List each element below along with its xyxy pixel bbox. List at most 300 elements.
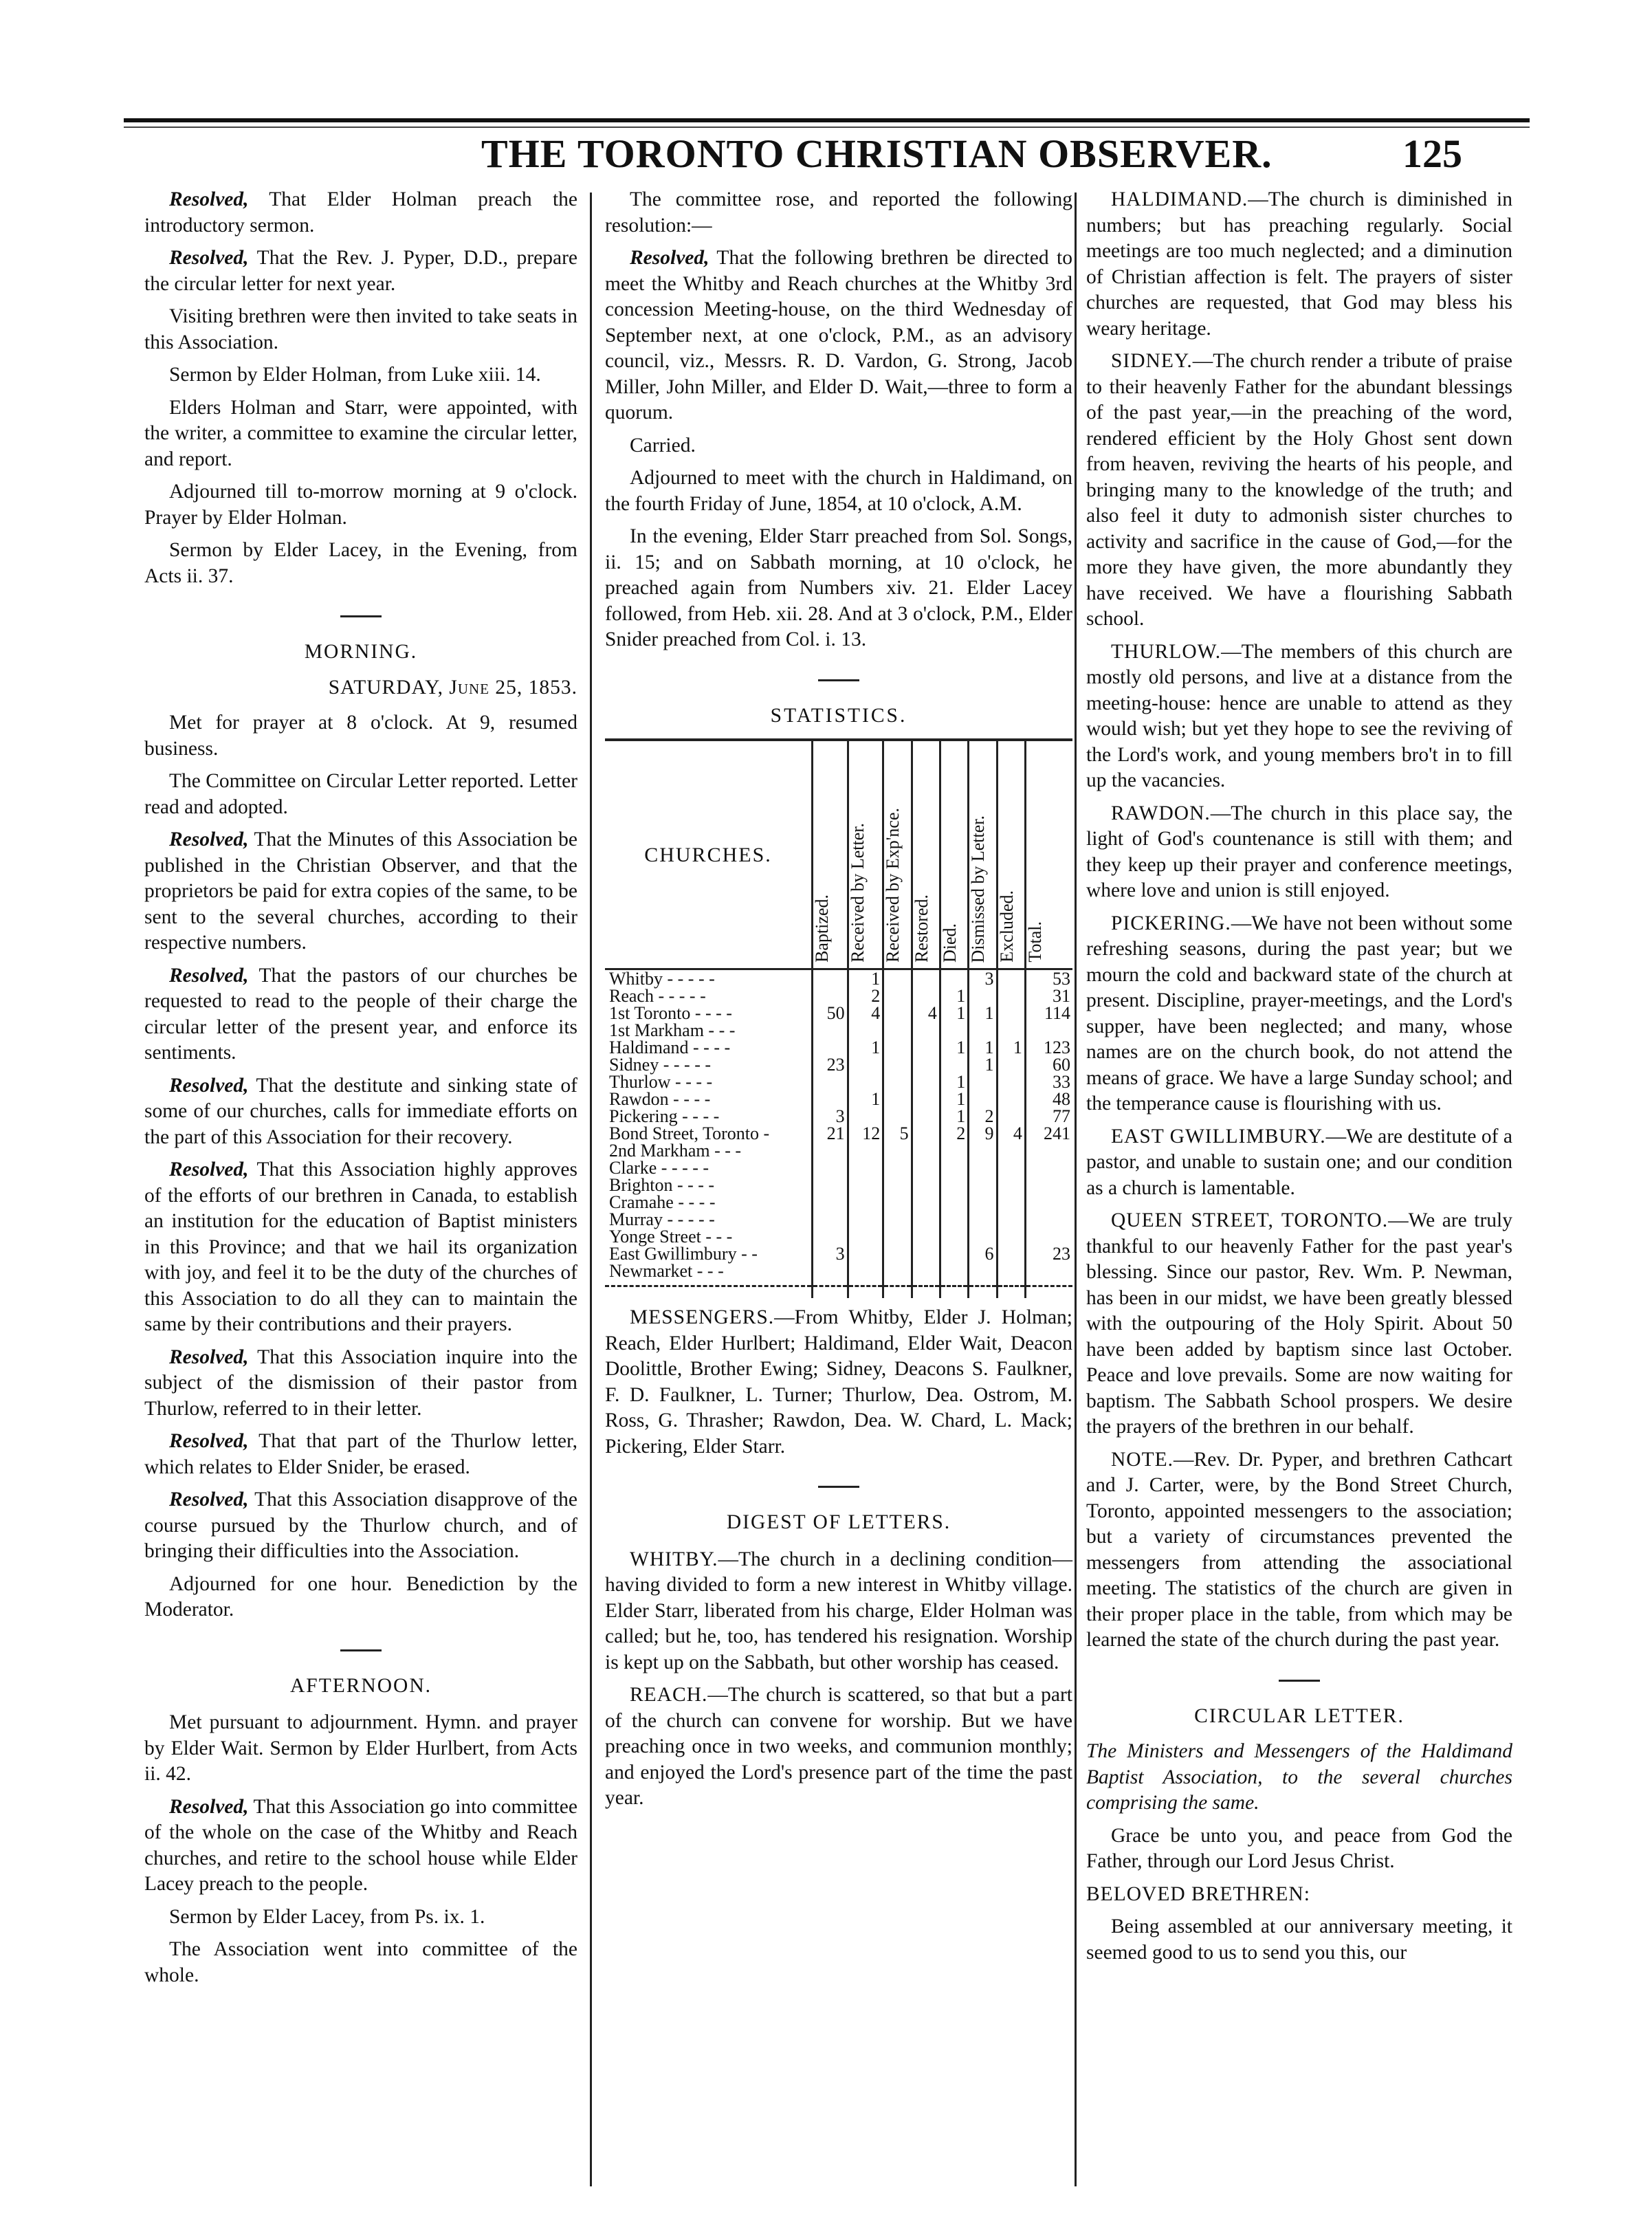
paragraph-text: Sermon by Elder Holman, from Luke xiii. 14.	[169, 364, 541, 386]
paragraph	[144, 827, 577, 956]
paragraph-text: That Elder Holman preach the introductory sermon.	[144, 188, 577, 237]
table-row	[605, 1211, 1072, 1228]
table-cell	[848, 1211, 883, 1228]
paragraph	[605, 433, 1072, 459]
table-row	[605, 1108, 1072, 1125]
table-cell: 9	[969, 1125, 997, 1142]
paragraph	[144, 963, 577, 1066]
table-row	[605, 1142, 1072, 1159]
paragraph-lead: Resolved,	[169, 247, 249, 269]
statistics-column-label: Dismissed by Letter.	[968, 815, 989, 963]
statistics-column-label: Excluded.	[996, 890, 1017, 963]
table-footer-cell	[912, 1286, 940, 1299]
paragraph	[144, 769, 577, 820]
statistics-column-label: Received by Letter.	[847, 823, 868, 963]
section-rule	[340, 615, 382, 617]
statistics-body	[605, 969, 1072, 1286]
paragraph-text: —The members of this church are mostly old persons, and live at a distance from the meeting-house: hence are unable to attend as they would wish; but yet they hope to see the reviving of the Lord's work, and young members bro't in to fill up the vacancies.	[1086, 640, 1512, 791]
table-row	[605, 1073, 1072, 1090]
table-cell	[969, 1211, 997, 1228]
messengers-lead: MESSENGERS.	[630, 1306, 775, 1328]
table-cell	[997, 1159, 1025, 1176]
statistics-column-header	[883, 740, 912, 969]
table-cell	[848, 1073, 883, 1090]
table-cell: 1	[940, 1039, 968, 1056]
table-cell: 1	[848, 1090, 883, 1108]
paragraph-lead: Resolved,	[169, 1346, 249, 1368]
table-cell	[883, 1056, 912, 1073]
table-cell: 4	[997, 1125, 1025, 1142]
church-name: Brighton - - - -	[609, 1175, 715, 1195]
section-rule	[818, 1486, 859, 1488]
table-cell	[940, 1159, 968, 1176]
paragraph-text: Sermon by Elder Lacey, from Ps. ix. 1.	[169, 1905, 485, 1928]
table-cell	[883, 1245, 912, 1262]
statistics-table-block	[605, 703, 1072, 1299]
table-cell	[848, 1108, 883, 1125]
table-cell	[1025, 1262, 1072, 1286]
paragraph	[144, 245, 577, 297]
table-cell	[912, 969, 940, 988]
paragraph-text: Met pursuant to adjournment. Hymn. and prayer by Elder Wait. Sermon by Elder Hurlbert, from Acts ii. 42.	[144, 1711, 577, 1785]
table-cell	[912, 1108, 940, 1125]
paragraph	[144, 304, 577, 355]
paragraph-lead: Resolved,	[169, 1159, 249, 1181]
table-cell	[997, 1090, 1025, 1108]
masthead-rule	[124, 118, 1530, 122]
paragraph	[1086, 1447, 1512, 1654]
table-footer-cell	[605, 1286, 813, 1299]
paragraph-text: That this Association inquire into the subject of the dismission of their pastor from Thurlow, referred to in their letter.	[144, 1346, 577, 1420]
paragraph-lead: Resolved,	[169, 964, 249, 987]
table-cell	[848, 1056, 883, 1073]
statistics-column-header	[997, 740, 1025, 969]
table-cell	[940, 1142, 968, 1159]
paragraph	[144, 479, 577, 531]
table-cell	[997, 969, 1025, 988]
table-cell: 1	[940, 1004, 968, 1022]
table-cell	[997, 1176, 1025, 1194]
paragraph-text: That this Association disapprove of the course pursued by the Thurlow church, and of bringing their difficulties into the Association.	[144, 1489, 577, 1562]
column-divider	[1075, 193, 1077, 2186]
table-cell	[997, 1262, 1025, 1286]
morning-date: SATURDAY, June 25, 1853.	[328, 676, 577, 699]
table-footer-cell	[969, 1286, 997, 1299]
table-cell: 23	[813, 1056, 848, 1073]
table-cell	[940, 1211, 968, 1228]
church-name: Bond Street, Toronto -	[609, 1123, 770, 1143]
church-name: 1st Toronto - - - -	[609, 1003, 732, 1023]
table-cell	[912, 1039, 940, 1056]
table-cell	[848, 1194, 883, 1211]
paragraph	[144, 1572, 577, 1623]
table-cell	[912, 1211, 940, 1228]
table-cell	[940, 1176, 968, 1194]
table-cell	[997, 987, 1025, 1004]
table-cell	[813, 1142, 848, 1159]
table-cell	[813, 1022, 848, 1039]
table-cell	[813, 1090, 848, 1108]
table-cell: 241	[1025, 1125, 1072, 1142]
table-cell	[813, 1262, 848, 1286]
paragraph	[1086, 187, 1512, 342]
table-cell: 21	[813, 1125, 848, 1142]
paragraph-lead: HALDIMAND.	[1111, 188, 1248, 210]
paragraph-text: Carried.	[630, 434, 696, 457]
paragraph-text: In the evening, Elder Starr preached from Sol. Songs, ii. 15; and on Sabbath morning, at 10 o'clock, he preached again from Numbers xiv. 21. Elder Lacey followed, from Heb. xii. 28. And at 3 o'clock, P.M., Elder Snider preached from Col. i. 13.	[605, 525, 1072, 650]
paragraph	[144, 187, 577, 239]
table-cell	[969, 1262, 997, 1286]
table-cell: 4	[912, 1004, 940, 1022]
afternoon-heading: AFTERNOON.	[289, 1674, 432, 1697]
table-cell	[848, 1245, 883, 1262]
table-row	[605, 1245, 1072, 1262]
table-cell	[883, 1176, 912, 1194]
paragraph	[605, 187, 1072, 239]
section-rule	[1279, 1680, 1320, 1682]
col1-morning-paragraphs	[144, 710, 577, 1623]
table-cell: 123	[1025, 1039, 1072, 1056]
table-cell	[848, 1262, 883, 1286]
table-cell	[813, 1073, 848, 1090]
table-cell: 33	[1025, 1073, 1072, 1090]
paragraph-lead: EAST GWILLIMBURY.	[1111, 1125, 1326, 1148]
table-cell: 6	[969, 1245, 997, 1262]
table-cell: 31	[1025, 987, 1072, 1004]
col2-digest-paragraphs	[605, 1547, 1072, 1812]
paragraph-lead: SIDNEY.	[1111, 350, 1193, 372]
table-cell: 1	[940, 1108, 968, 1125]
statistics-footer	[605, 1286, 1072, 1299]
table-cell: 12	[848, 1125, 883, 1142]
paragraph-text: —The church render a tribute of praise to their heavenly Father for the abundant blessings of the past year,—in the preaching of the word, rendered efficient by the Holy Ghost sent down from heaven, reviving the hearts of his people, and bringing many to the knowledge of the truth; and also feel it duty to admonish sister churches to activity and sacrifice in the cause of God,—for the more they have given, the more abundantly they have received. We have a flourishing Sabbath school.	[1086, 350, 1512, 630]
table-cell	[883, 1073, 912, 1090]
table-cell	[940, 969, 968, 988]
section-rule	[818, 679, 859, 681]
statistics-column-header	[1025, 740, 1072, 969]
table-footer-cell	[848, 1286, 883, 1299]
statistics-column-label: Baptized.	[812, 894, 832, 963]
table-cell: 3	[813, 1108, 848, 1125]
church-name: Pickering - - - -	[609, 1106, 720, 1126]
table-cell	[997, 1245, 1025, 1262]
col1-afternoon-paragraphs	[144, 1710, 577, 1988]
table-row	[605, 1125, 1072, 1142]
table-cell	[813, 1228, 848, 1245]
col1-paragraphs	[144, 187, 577, 589]
messengers-paragraph	[605, 1305, 1072, 1460]
church-name: Cramahe - - - -	[609, 1192, 716, 1212]
statistics-column-label: Total.	[1024, 921, 1045, 963]
table-cell: 1	[940, 987, 968, 1004]
table-cell: 1	[997, 1039, 1025, 1056]
table-cell	[883, 1211, 912, 1228]
table-cell	[813, 1176, 848, 1194]
table-cell	[940, 1245, 968, 1262]
table-cell	[813, 1159, 848, 1176]
paragraph-text: Visiting brethren were then invited to take seats in this Association.	[144, 305, 577, 353]
paragraph-text: Adjourned for one hour. Benediction by the Moderator.	[144, 1572, 577, 1621]
statistics-column-label: Received by Exp'nce.	[883, 808, 903, 963]
paragraph	[144, 710, 577, 762]
col3-paragraphs	[1086, 187, 1512, 1654]
table-cell	[1025, 1022, 1072, 1039]
table-cell	[997, 1228, 1025, 1245]
table-cell	[813, 1211, 848, 1228]
table-cell	[912, 1262, 940, 1286]
paragraph	[605, 1682, 1072, 1812]
paragraph-text: Elders Holman and Starr, were appointed, with the writer, a committee to examine the circular letter, and report.	[144, 396, 577, 470]
table-cell	[997, 1056, 1025, 1073]
church-name: Whitby - - - - -	[609, 969, 715, 989]
paragraph-text: That the pastors of our churches be requested to read to the people of their charge the circular letter of the present year, and enforce its sentiments.	[144, 964, 577, 1064]
paragraph-text: Met for prayer at 8 o'clock. At 9, resumed business.	[144, 712, 577, 760]
table-cell: 1	[969, 1056, 997, 1073]
table-cell	[883, 1022, 912, 1039]
table-cell	[912, 1142, 940, 1159]
table-cell: 1	[969, 1039, 997, 1056]
table-cell: 3	[969, 969, 997, 988]
table-cell	[883, 1228, 912, 1245]
paragraph	[144, 1073, 577, 1151]
table-cell	[813, 1039, 848, 1056]
statistics-title: STATISTICS.	[770, 704, 907, 727]
table-cell: 1	[940, 1090, 968, 1108]
table-cell	[940, 1056, 968, 1073]
table-cell	[883, 1159, 912, 1176]
church-name: East Gwillimbury - -	[609, 1244, 758, 1264]
table-cell: 48	[1025, 1090, 1072, 1108]
paragraph-text: That this Association highly approves of the efforts of our brethren in Canada, to establish an institution for the education of Baptist ministers in this Province; and that we hail its organization with joy, and feel it to be the duty of the churches of this Association to do all they can to maintain the same by their contributions and their prayers.	[144, 1159, 577, 1335]
circular-first-line: Being assembled at our anniversary meeting, it seemed good to us to send you this, our	[1086, 1915, 1512, 1964]
table-cell	[969, 1176, 997, 1194]
table-row	[605, 1176, 1072, 1194]
table-row	[605, 1194, 1072, 1211]
table-cell	[813, 969, 848, 988]
table-cell: 1	[940, 1073, 968, 1090]
paragraph-lead: Resolved,	[169, 188, 249, 210]
table-cell: 5	[883, 1125, 912, 1142]
paragraph-lead: PICKERING.	[1111, 912, 1231, 934]
table-cell	[912, 1194, 940, 1211]
col2-paragraphs	[605, 187, 1072, 653]
table-cell	[883, 1194, 912, 1211]
table-cell	[848, 1176, 883, 1194]
paragraph	[1086, 639, 1512, 794]
church-name: Newmarket - - -	[609, 1261, 724, 1281]
statistics-column-header	[912, 740, 940, 969]
paragraph	[144, 395, 577, 473]
church-name: Sidney - - - - -	[609, 1055, 712, 1075]
paragraph	[144, 1345, 577, 1423]
table-cell	[912, 1159, 940, 1176]
statistics-column-header	[813, 740, 848, 969]
paragraph-lead: THURLOW.	[1111, 640, 1222, 663]
table-cell	[883, 1108, 912, 1125]
table-cell	[997, 1211, 1025, 1228]
table-cell	[912, 1176, 940, 1194]
table-cell	[997, 1142, 1025, 1159]
table-cell	[1025, 1228, 1072, 1245]
paragraph-lead: Resolved,	[169, 1430, 249, 1452]
table-cell	[848, 1159, 883, 1176]
table-footer-cell	[813, 1286, 848, 1299]
table-cell	[848, 1142, 883, 1159]
page-title: THE TORONTO CHRISTIAN OBSERVER.	[481, 131, 1273, 176]
church-name: 1st Markham - - -	[609, 1020, 736, 1040]
circular-heading: CIRCULAR LETTER.	[1194, 1704, 1405, 1727]
table-row	[605, 1004, 1072, 1022]
paragraph-text: That this Association go into committee of the whole on the case of the Whitby and Reach churches, and retire to the school house while Elder Lacey preach to the people.	[144, 1795, 577, 1895]
table-footer-cell	[1025, 1286, 1072, 1299]
table-cell	[969, 987, 997, 1004]
paragraph-lead: Resolved,	[169, 1489, 249, 1511]
paragraph-text: —We have not been without some refreshing seasons, during the past year; but we mourn the cold and backward state of the church at present. Discipline, prayer-meetings, and the Lord's supper, have been neglected; and many, whose names are on the church book, do not attend the means of grace. We have a large Sunday school; and the temperance cause is flourishing with us.	[1086, 912, 1512, 1114]
statistics-column-label: Restored.	[911, 894, 932, 963]
table-cell	[997, 1022, 1025, 1039]
paragraph-text: —Rev. Dr. Pyper, and brethren Cathcart and J. Carter, were, by the Bond Street Church, Toronto, appointed messengers to the association; but a variety of circumstances prevented the messengers from attending the associational meeting. The statistics of the church are given in their proper place in the table, from which may be learned the state of the church during the past year.	[1086, 1448, 1512, 1651]
church-name: Haldimand - - - -	[609, 1037, 731, 1057]
paragraph-text: That the following brethren be directed to meet the Whitby and Reach churches at the Whitby 3rd concession Meeting-house, on the third Wednesday of September next, at one o'clock, P.M., as an advisory council, viz., Messrs. R. D. Vardon, G. Strong, Jacob Miller, John Miller, and Elder D. Wait,—three to form a quorum.	[605, 247, 1072, 424]
statistics-header-row	[605, 740, 1072, 969]
paragraph	[144, 362, 577, 388]
table-cell: 60	[1025, 1056, 1072, 1073]
table-cell: 3	[813, 1245, 848, 1262]
statistics-column-header	[940, 740, 968, 969]
paragraph-text: Adjourned till to-morrow morning at 9 o'clock. Prayer by Elder Holman.	[144, 481, 577, 529]
paragraph-lead: WHITBY.	[630, 1548, 718, 1570]
table-cell: 2	[848, 987, 883, 1004]
table-row	[605, 1159, 1072, 1176]
table-cell	[883, 1142, 912, 1159]
table-cell	[912, 1022, 940, 1039]
paragraph-text: Adjourned to meet with the church in Haldimand, on the fourth Friday of June, 1854, at 10 o'clock, A.M.	[605, 467, 1072, 515]
table-cell	[969, 1022, 997, 1039]
paragraph	[1086, 349, 1512, 633]
table-cell: 1	[848, 969, 883, 988]
table-cell	[813, 987, 848, 1004]
paragraph-text: That the Rev. J. Pyper, D.D., prepare the circular letter for next year.	[144, 247, 577, 295]
column-divider	[590, 193, 592, 2186]
statistics-column-label: Died.	[939, 923, 960, 963]
paragraph-text: —The church in this place say, the light of God's countenance is still with them; and they keep up their prayer and conference meetings, where love and union is still enjoyed.	[1086, 802, 1512, 901]
table-cell	[1025, 1211, 1072, 1228]
statistics-column-header	[848, 740, 883, 969]
table-cell	[883, 1090, 912, 1108]
page-number: 125	[1402, 131, 1462, 176]
table-row	[605, 1262, 1072, 1286]
table-row	[605, 1039, 1072, 1056]
churches-header: CHURCHES.	[644, 843, 772, 866]
paragraph	[1086, 1208, 1512, 1440]
paragraph-text: That the Minutes of this Association be published in the Christian Observer, and that the proprietors be paid for extra copies of the same, to be sent to the several churches, according to their respective numbers.	[144, 828, 577, 954]
table-cell: 50	[813, 1004, 848, 1022]
paragraph	[605, 245, 1072, 426]
table-cell	[969, 1159, 997, 1176]
paragraph	[144, 1157, 577, 1338]
table-row	[605, 1022, 1072, 1039]
table-cell	[969, 1194, 997, 1211]
church-name: Murray - - - - -	[609, 1209, 715, 1229]
masthead-rule-thin	[124, 127, 1530, 128]
circular-salutation: BELOVED BRETHREN:	[1086, 1882, 1310, 1905]
church-name: Rawdon - - - -	[609, 1089, 711, 1109]
table-row	[605, 969, 1072, 988]
paragraph	[605, 524, 1072, 653]
table-cell	[940, 1022, 968, 1039]
circular-subheading: The Ministers and Messengers of the Haldimand Baptist Association, to the several churches comprising the same.	[1086, 1740, 1512, 1814]
column-3	[1086, 187, 1512, 1973]
church-name: Yonge Street - - -	[609, 1227, 733, 1247]
paragraph	[1086, 801, 1512, 904]
paragraph	[144, 1429, 577, 1480]
table-cell	[912, 987, 940, 1004]
table-footer-cell	[940, 1286, 968, 1299]
table-cell	[969, 1073, 997, 1090]
paragraph-text: That the destitute and sinking state of some of our churches, calls for immediate efforts on the part of this Association for their recovery.	[144, 1074, 577, 1148]
paragraph-lead: REACH.	[630, 1684, 708, 1706]
church-name: Reach - - - - -	[609, 986, 706, 1006]
table-row	[605, 987, 1072, 1004]
table-cell	[997, 1108, 1025, 1125]
church-name: 2nd Markham - - -	[609, 1141, 742, 1161]
table-cell	[912, 1245, 940, 1262]
church-name: Thurlow - - - -	[609, 1072, 713, 1092]
paragraph	[605, 465, 1072, 517]
paragraph-text: Sermon by Elder Lacey, in the Evening, from Acts ii. 37.	[144, 539, 577, 587]
table-cell: 114	[1025, 1004, 1072, 1022]
table-cell	[997, 1194, 1025, 1211]
paragraph-lead: Resolved,	[169, 828, 249, 850]
table-cell	[912, 1125, 940, 1142]
table-cell: 53	[1025, 969, 1072, 988]
paragraph-text: —The church is scattered, so that but a part of the church can convene for worship. But we have preaching once in two weeks, and communion monthly; and enjoyed the Lord's presence part of the time the past year.	[605, 1684, 1072, 1809]
table-cell: 1	[848, 1039, 883, 1056]
paragraph-lead: Resolved,	[169, 1795, 249, 1818]
table-cell	[940, 1194, 968, 1211]
paragraph	[144, 1794, 577, 1898]
paragraph	[144, 1710, 577, 1788]
paragraph-text: —We are destitute of a pastor, and unable to sustain one; and our condition as a church is lamentable.	[1086, 1125, 1512, 1199]
paragraph	[144, 1487, 577, 1565]
paragraph	[144, 1937, 577, 1988]
table-cell	[1025, 1142, 1072, 1159]
table-cell: 23	[1025, 1245, 1072, 1262]
table-cell	[912, 1056, 940, 1073]
table-footer-cell	[997, 1286, 1025, 1299]
table-cell	[969, 1228, 997, 1245]
statistics-table	[605, 738, 1072, 1298]
paragraph-lead: NOTE.	[1111, 1448, 1174, 1471]
paragraph-text: —We are truly thankful to our heavenly Father for the past year's blessing. Since our pastor, Rev. Wm. P. Newman, has been in our midst, we have been greatly blessed with the outpouring of the Holy Spirit. About 50 have been added by baptism since last October. Peace and love prevails. Some are now waiting for baptism. The Sabbath School prospers. We desire the prayers of the brethren in our behalf.	[1086, 1209, 1512, 1438]
paragraph-lead: Resolved,	[169, 1074, 249, 1097]
table-cell	[883, 1004, 912, 1022]
table-cell	[883, 987, 912, 1004]
paragraph-text: The committee rose, and reported the following resolution:—	[605, 188, 1072, 237]
paragraph-lead: RAWDON.	[1111, 802, 1211, 824]
table-cell	[848, 1022, 883, 1039]
table-footer-cell	[883, 1286, 912, 1299]
table-cell	[1025, 1159, 1072, 1176]
paragraph	[144, 538, 577, 589]
table-cell: 4	[848, 1004, 883, 1022]
paragraph	[1086, 1124, 1512, 1202]
paragraph-text: —The church in a declining condition—having divided to form a new interest in Whitby village. Elder Starr, liberated from his charge, Elder Holman was called; but he, too, has tendered his resignation. Worship is kept up on the Sabbath, but other worship has ceased.	[605, 1548, 1072, 1673]
table-row	[605, 1056, 1072, 1073]
table-cell	[1025, 1194, 1072, 1211]
circular-greeting: Grace be unto you, and peace from God the Father, through our Lord Jesus Christ.	[1086, 1824, 1512, 1872]
table-cell: 77	[1025, 1108, 1072, 1125]
